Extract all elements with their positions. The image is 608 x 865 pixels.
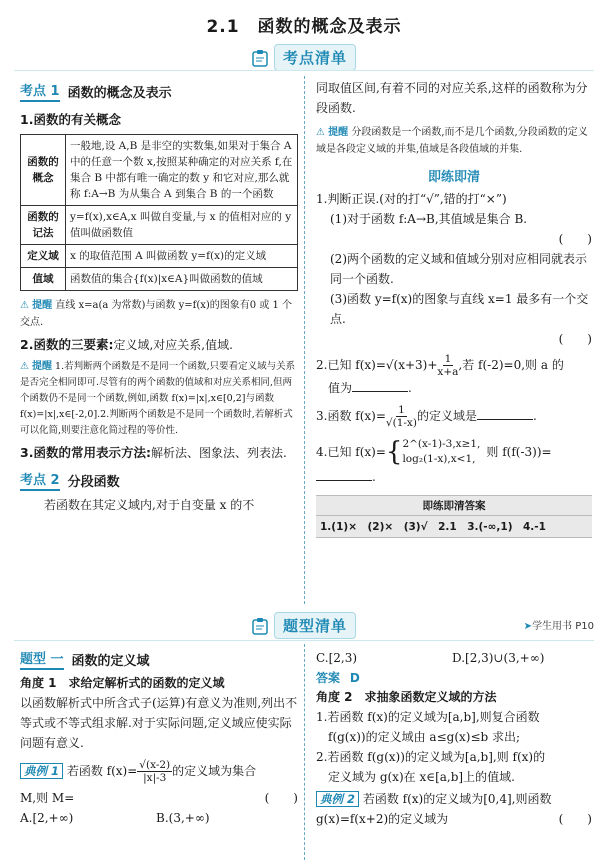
option-a[interactable]: A.[2,+∞) (20, 811, 74, 825)
table-value: 一般地,设 A,B 是非空的实数集,如果对于集合 A 中的任意一个数 x,按照某种确定的对应关系 f,在集合 B 中都有唯一确定的数 y 和它对应,那么就称 f:A→B 为从集合 A 到集合 B 的一个函数 (66, 135, 298, 206)
table-row (21, 135, 298, 206)
question-3: 3.函数 f(x)= $\frac{1}{√(1-x)}$ 的定义域是 . (316, 404, 537, 429)
banner-kaodian (0, 44, 608, 71)
kaodian-tag: 考点 2 (20, 469, 60, 491)
question-2: 2.已知 f(x)=√(x+3)+ $\frac{1}{x+a}$ ,若 f(-2)=0,则 a 的 值为 . (316, 353, 564, 395)
question-text: 的定义域为集合 (172, 764, 257, 778)
column-divider (304, 644, 305, 860)
option-c[interactable]: C.[2,3) (316, 651, 358, 665)
kaodian-title: 函数的概念及表示 (67, 85, 172, 101)
clipboard-icon (252, 617, 268, 635)
student-book-ref (524, 617, 594, 632)
table-row (21, 268, 298, 291)
answer-paren: ( ) (264, 791, 298, 805)
three-elements (20, 335, 298, 355)
definition-table (20, 134, 298, 291)
question-text: 若函数 f(x)的定义域为[0,4],则函数 (362, 792, 552, 806)
note-tag: 提醒 (32, 300, 53, 311)
question-1: 1.判断正误.(对的打“√”,错的打“×”) (316, 192, 507, 206)
piecewise-definition: 同取值区间,有着不同的对应关系,这样的函数称为分段函数. (316, 81, 588, 115)
answer-box-text: 1.(1)× (2)× (3)√ 2.1 3.(-∞,1) 4.-1 (320, 521, 546, 533)
tixing-title: 函数的定义域 (71, 653, 150, 669)
question-4-blank: . (316, 467, 592, 487)
piecewise-intro: 若函数在其定义域内,对于自变量 x 的不 (44, 498, 255, 512)
question-1c (316, 289, 592, 349)
table-key: 值域 (21, 268, 66, 291)
fraction (137, 759, 172, 784)
kaodian-title: 分段函数 (67, 474, 120, 490)
note-2 (20, 359, 298, 439)
warning-icon: ⚠ (20, 300, 29, 311)
representation-text: 解析法、图象法、列表法. (150, 446, 287, 460)
fraction-denominator: x+a (437, 366, 459, 378)
representation (20, 443, 298, 463)
method-text: 定义域为 g(x)在 x∈[a,b]上的值域. (328, 770, 515, 784)
note-1 (20, 297, 298, 331)
question-text: 则 f(f(-3))= (486, 445, 552, 459)
answer-paren: ( ) (558, 332, 592, 346)
practice-heading: 即练即清 (427, 170, 480, 185)
answer-box (316, 495, 592, 538)
answer-box-title: 即练即清答案 (316, 496, 592, 516)
arrow-icon: ➤ (523, 621, 533, 632)
fraction-numerator: 1 (398, 404, 405, 416)
piecewise-cases (402, 437, 480, 467)
table-value: y=f(x),x∈A,x 叫做自变量,与 x 的值相对应的 y 值叫做函数值 (66, 206, 298, 245)
ref-text: 学生用书 P10 (532, 621, 594, 632)
answer-paren: ( ) (558, 812, 592, 826)
answer-line (316, 668, 592, 688)
table-key: 函数的概念 (21, 135, 66, 206)
question-text: 3.函数 f(x)= (316, 409, 386, 423)
warning-icon: ⚠ (316, 127, 325, 138)
banner-label: 题型清单 (274, 612, 356, 639)
method-text: 2.若函数 f(g(x))的定义域为[a,b],则 f(x)的 (316, 750, 546, 764)
note-text: 1.若判断两个函数是不是同一个函数,只要看定义域与关系是否完全相同即可.尽管有的两个函数的值域和对应关系相同,但两个函数仍不是同一个函数,例如,函数 f(x)=|x|,x∈[0,2]与函数 f(x)=|x|,x∈[-2,0].2.判断两个函数是不是同一个函数时,若解析式可以化简,则要注意化简过程的等价性. (20, 361, 296, 436)
option-d[interactable]: D.[2,3)∪(3,+∞) (452, 651, 545, 665)
angle-1-text: 以函数解析式中所含式子(运算)有意义为准则,列出不等式或不等式组求解.对于实际问题,定义域应使实际问题有意义. (20, 696, 298, 750)
question-1a (316, 209, 592, 249)
banner-label: 考点清单 (274, 44, 356, 71)
three-elements-title: 2.函数的三要素: (20, 337, 114, 352)
question-text: 4.已知 f(x)= (316, 445, 386, 459)
note-3 (316, 124, 592, 158)
answer-value: D (349, 671, 360, 685)
method-1 (316, 707, 592, 747)
tixing-heading (20, 648, 298, 670)
question-text: (1)对于函数 f:A→B,其值域是集合 B. (330, 212, 528, 226)
banner-rule (14, 70, 594, 71)
case-1: 2^(x-1)-3,x≥1, (402, 438, 481, 450)
angle-1: 角度 1 求给定解析式的函数的定义域 (20, 676, 225, 690)
example-tag: 典例 1 (20, 763, 63, 779)
representation-title: 3.函数的常用表示方法: (20, 445, 151, 460)
fraction (386, 404, 417, 429)
table-row (21, 245, 298, 268)
three-elements-text: 定义域,对应关系,值域. (113, 338, 233, 352)
options-cd (316, 648, 592, 668)
question-text: ,若 f(-2)=0,则 a 的 (458, 358, 564, 372)
column-divider (304, 76, 305, 604)
table-key: 定义域 (21, 245, 66, 268)
answer-blank[interactable] (477, 419, 533, 420)
question-text: 值为 (328, 381, 353, 395)
banner-tixing (0, 612, 608, 639)
page-title: 2.1 函数的概念及表示 (206, 17, 402, 37)
question-4 (316, 437, 592, 467)
question-text: (3)函数 y=f(x)的图象与直线 x=1 最多有一个交点. (330, 292, 589, 326)
fraction-numerator: √(x-2) (139, 759, 171, 771)
fraction-numerator: 1 (444, 353, 452, 365)
note-tag: 提醒 (32, 361, 52, 372)
example-2 (316, 789, 592, 809)
example-1-line2 (20, 788, 298, 808)
method-text: f(g(x))的定义域由 a≤g(x)≤b 求出; (328, 730, 521, 744)
method-2 (316, 747, 592, 787)
answer-blank[interactable] (316, 480, 372, 481)
options-ab (20, 808, 298, 828)
table-value: x 的取值范围 A 叫做函数 y=f(x)的定义域 (66, 245, 298, 268)
note-text: 直线 x=a(a 为常数)与函数 y=f(x)的图象有0 或 1 个交点. (20, 300, 293, 328)
example-2-line2 (316, 809, 592, 829)
table-key: 函数的记法 (21, 206, 66, 245)
table-row (21, 206, 298, 245)
answer-blank[interactable] (352, 391, 408, 392)
tixing-tag: 题型 一 (20, 648, 64, 670)
question-text: M,则 M= (20, 791, 75, 805)
question-text: 的定义域是 (416, 409, 477, 423)
kaodian-tag: 考点 1 (20, 80, 60, 102)
method-text: 1.若函数 f(x)的定义域为[a,b],则复合函数 (316, 710, 540, 724)
note-text: 分段函数是一个函数,而不是几个函数,分段函数的定义域是各段定义域的并集,值域是各段值域的并集. (316, 127, 588, 155)
clipboard-icon (252, 49, 268, 67)
section-heading-kaodian-2 (20, 469, 298, 491)
question-1b: (2)两个函数的定义域和值域分别对应相同就表示同一个函数. (330, 252, 587, 286)
example-1 (20, 759, 298, 784)
brace: { (385, 437, 403, 467)
fraction (437, 353, 458, 378)
banner-rule (14, 640, 594, 641)
section-heading-kaodian-1 (20, 80, 298, 102)
answer-label: 答案 (316, 671, 341, 685)
question-text: 2.已知 f(x)=√(x+3)+ (316, 358, 438, 372)
question-text: g(x)=f(x+2)的定义域为 (316, 812, 449, 826)
example-tag: 典例 2 (316, 791, 359, 807)
answer-paren: ( ) (558, 232, 592, 246)
fraction-denominator: |x|-3 (143, 772, 167, 784)
subsection-heading: 1.函数的有关概念 (20, 112, 121, 127)
angle-2: 角度 2 求抽象函数定义域的方法 (316, 690, 497, 704)
case-2: log₂(1-x),x<1, (402, 453, 476, 465)
question-text: 若函数 f(x)= (66, 764, 138, 778)
fraction-denominator: √(1-x) (385, 417, 417, 429)
note-tag: 提醒 (328, 127, 349, 138)
option-b[interactable]: B.(3,+∞) (156, 811, 210, 825)
warning-icon: ⚠ (20, 361, 29, 372)
table-value: 函数值的集合{f(x)|x∈A}叫做函数的值域 (66, 268, 298, 291)
